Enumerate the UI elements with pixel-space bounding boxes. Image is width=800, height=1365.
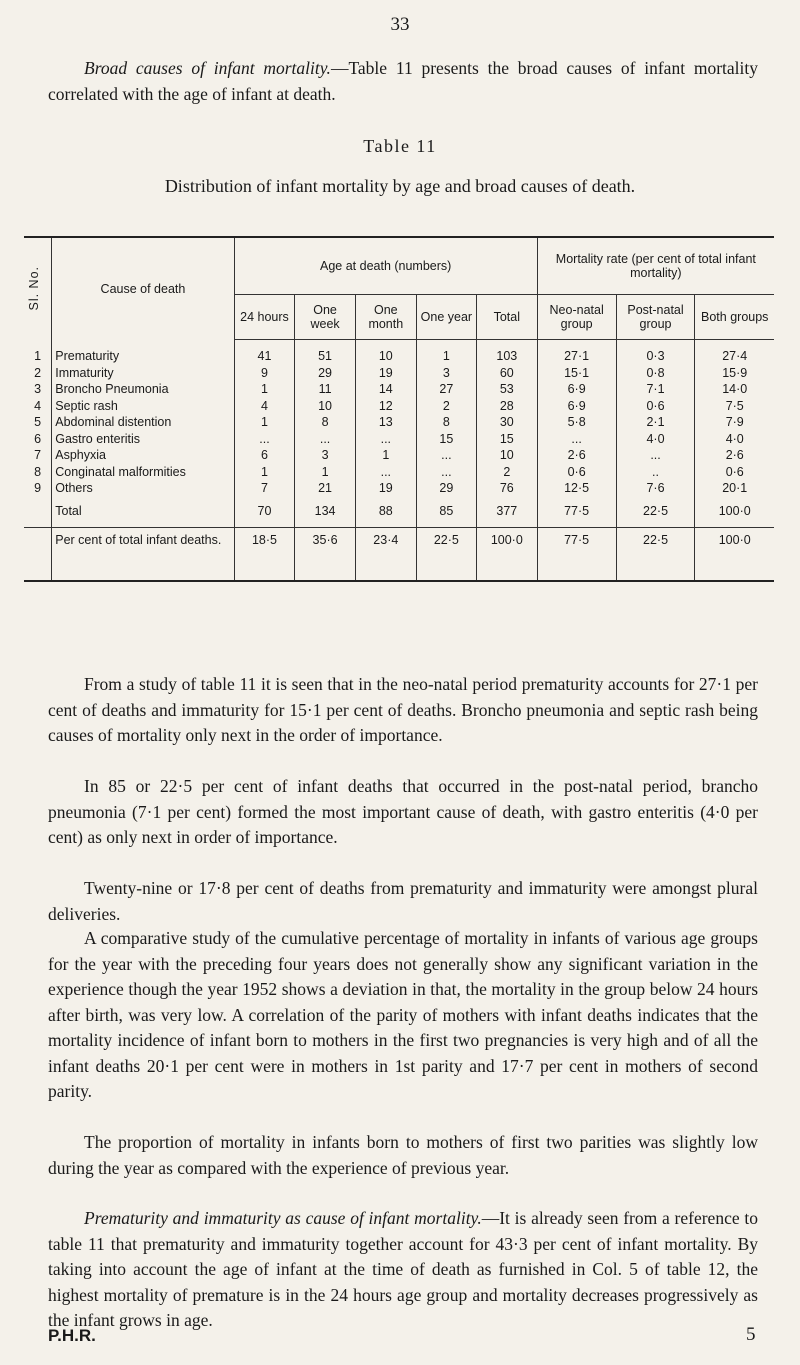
row-value: 6 [234,447,295,464]
table-row [24,340,774,365]
row-value: 21 [295,480,355,497]
paragraph-6 [48,1206,758,1334]
row-value: 29 [295,365,355,382]
row-value: 30 [476,414,537,431]
paragraph-5: The proportion of mortality in infants born to mothers of first two parities was slightly low during the year as compared with the experience of previous year. [48,1132,758,1178]
row-value: ... [295,431,355,448]
total-value: 100·0 [695,497,774,528]
row-value: 4·0 [695,431,774,448]
row-value: 0·3 [616,340,695,365]
intro-lead: Broad causes of infant mortality. [84,58,331,78]
row-sl-no: 5 [34,415,42,429]
row-value: 2·6 [695,447,774,464]
col-one-year: One year [416,295,476,340]
row-cause: Others [52,480,234,497]
table-caption: Distribution of infant mortality by age and broad causes of death. [164,176,636,196]
row-value: 12 [355,398,416,415]
table-row [24,464,774,481]
row-value: 1 [234,381,295,398]
row-cause: Septic rash [52,398,234,415]
row-sl-no: 7 [34,448,42,462]
row-value: 1 [295,464,355,481]
table-row [24,447,774,464]
row-cause: Broncho Pneumonia [52,381,234,398]
row-value: 51 [295,340,355,365]
row-value: 2·6 [537,447,616,464]
paragraph-6-lead: Prematurity and immaturity as cause of infant mortality. [84,1208,482,1228]
row-value: ... [616,447,695,464]
col-post-natal: Post-natal group [616,295,695,340]
percent-value: 35·6 [295,527,355,581]
row-value: 27 [416,381,476,398]
total-value: 77·5 [537,497,616,528]
table-row [24,431,774,448]
row-value: .. [616,464,695,481]
row-value: 76 [476,480,537,497]
percent-value: 22·5 [616,527,695,581]
row-value: 2·1 [616,414,695,431]
row-value: 6·9 [537,381,616,398]
sl-header: Sl. No. [24,237,52,340]
total-value: 22·5 [616,497,695,528]
row-value: 8 [416,414,476,431]
row-value: 60 [476,365,537,382]
row-sl-no: 2 [34,365,42,380]
row-value: 0·6 [695,464,774,481]
percent-value: 23·4 [355,527,416,581]
percent-sl-blank [24,527,52,581]
percent-value: 18·5 [234,527,295,581]
total-row [24,497,774,528]
row-value: 7 [234,480,295,497]
paragraph-2: In 85 or 22·5 per cent of infant deaths that occurred in the post-natal period, brancho pneumonia (7·1 per cent) formed the most important cause of death, with gastro enteritis (4·0 per cent) as only next in order of importance. [48,776,758,847]
total-sl-blank [24,497,52,528]
row-value: 10 [476,447,537,464]
col-one-week: One week [295,295,355,340]
row-value: 28 [476,398,537,415]
row-value: ... [355,464,416,481]
table-row [24,398,774,415]
rate-group-header: Mortality rate (per cent of total infant mortality) [537,237,774,295]
row-value: 15 [416,431,476,448]
row-value: 4 [234,398,295,415]
table-row [24,414,774,431]
total-label: Total [52,497,234,528]
row-value: 2 [416,398,476,415]
row-value: 1 [234,414,295,431]
row-sl-no: 4 [34,398,42,413]
intro-text: —Table 11 presents the broad causes of infant mortality correlated with the age of infant at death. [48,58,758,104]
total-value: 88 [355,497,416,528]
table-row [24,480,774,497]
col-total: Total [476,295,537,340]
table-row [24,381,774,398]
total-value: 70 [234,497,295,528]
paragraph-4: A comparative study of the cumulative percentage of mortality in infants of various age groups for the year with the preceding four years does not generally show any significant variation in the experience though the year 1952 shows a deviation in that, the mortality in the group below 24 hours after birth, was very low. A correlation of the parity of mothers with infant deaths indicates that the mortality incidence of infant born to mothers in the first two pregnancies is very high and of all the infant deaths 20·1 per cent were in mothers in 1st parity and 17·7 per cent in mothers of second parity. [48,928,758,1101]
paragraph-1: From a study of table 11 it is seen that in the neo-natal period prematurity accounts for 27·1 per cent of deaths and immaturity for 15·1 per cent of deaths. Broncho pneumonia and septic rash being causes of mortality only next in the order of importance. [48,674,758,745]
page-number: 33 [390,14,410,35]
row-value: 53 [476,381,537,398]
row-value: 29 [416,480,476,497]
percent-label: Per cent of total infant deaths. [52,527,234,581]
percent-row [24,527,774,581]
total-value: 377 [476,497,537,528]
row-value: 41 [234,340,295,365]
row-value: ... [355,431,416,448]
row-value: 27·4 [695,340,774,365]
row-value: 1 [355,447,416,464]
row-cause: Asphyxia [52,447,234,464]
row-sl-no: 9 [34,481,42,495]
row-value: 103 [476,340,537,365]
row-value: ... [416,447,476,464]
row-value: 0·6 [537,464,616,481]
row-value: 5·8 [537,414,616,431]
row-value: 2 [476,464,537,481]
row-value: ... [416,464,476,481]
row-value: ... [234,431,295,448]
row-value: 11 [295,381,355,398]
col-both-groups: Both groups [695,295,774,340]
col-neo-natal: Neo-natal group [537,295,616,340]
percent-value: 100·0 [695,527,774,581]
cause-header: Cause of death [52,237,234,340]
row-value: 4·0 [616,431,695,448]
row-sl-no: 3 [34,382,42,396]
age-group-header: Age at death (numbers) [234,237,537,295]
row-cause: Immaturity [52,365,234,382]
row-cause: Abdominal distention [52,414,234,431]
row-value: 15·9 [695,365,774,382]
row-value: 6·9 [537,398,616,415]
total-value: 134 [295,497,355,528]
row-cause: Conginatal malformities [52,464,234,481]
row-value: 14 [355,381,416,398]
percent-value: 77·5 [537,527,616,581]
footer-initials: P.H.R. [48,1326,96,1345]
row-value: ... [537,431,616,448]
row-value: 1 [416,340,476,365]
row-value: 15·1 [537,365,616,382]
row-value: 10 [295,398,355,415]
row-value: 13 [355,414,416,431]
intro-paragraph [48,56,758,107]
row-value: 7·9 [695,414,774,431]
row-value: 7·1 [616,381,695,398]
row-cause: Gastro enteritis [52,431,234,448]
row-value: 0·8 [616,365,695,382]
row-value: 20·1 [695,480,774,497]
percent-value: 22·5 [416,527,476,581]
row-sl-no: 8 [34,464,42,479]
row-value: 3 [295,447,355,464]
row-value: 19 [355,480,416,497]
row-value: 14·0 [695,381,774,398]
row-value: 12·5 [537,480,616,497]
row-value: 9 [234,365,295,382]
col-one-month: One month [355,295,416,340]
row-value: 27·1 [537,340,616,365]
paragraph-6-text: —It is already seen from a reference to table 11 that prematurity and immaturity together account for 43·3 per cent of infant mortality. By taking into account the age of infant at the time of death as furnished in Col. 5 of table 12, the highest mortality of premature is in the 24 hours age group and mortality decreases progressively as the infant grows in age. [48,1208,758,1330]
mortality-table [24,236,774,582]
row-value: 0·6 [616,398,695,415]
table-row [24,365,774,382]
row-value: 7·5 [695,398,774,415]
total-value: 85 [416,497,476,528]
row-value: 15 [476,431,537,448]
table-title: Table 11 [363,136,437,156]
footer-signature-number: 5 [746,1324,756,1345]
col-24-hours: 24 hours [234,295,295,340]
row-value: 3 [416,365,476,382]
paragraph-3: Twenty-nine or 17·8 per cent of deaths from prematurity and immaturity were amongst plural deliveries. [48,878,758,924]
row-cause: Prematurity [52,340,234,365]
percent-value: 100·0 [476,527,537,581]
row-value: 10 [355,340,416,365]
row-value: 8 [295,414,355,431]
row-value: 19 [355,365,416,382]
row-sl-no: 6 [34,431,42,446]
row-sl-no: 1 [34,348,42,363]
row-value: 1 [234,464,295,481]
row-value: 7·6 [616,480,695,497]
